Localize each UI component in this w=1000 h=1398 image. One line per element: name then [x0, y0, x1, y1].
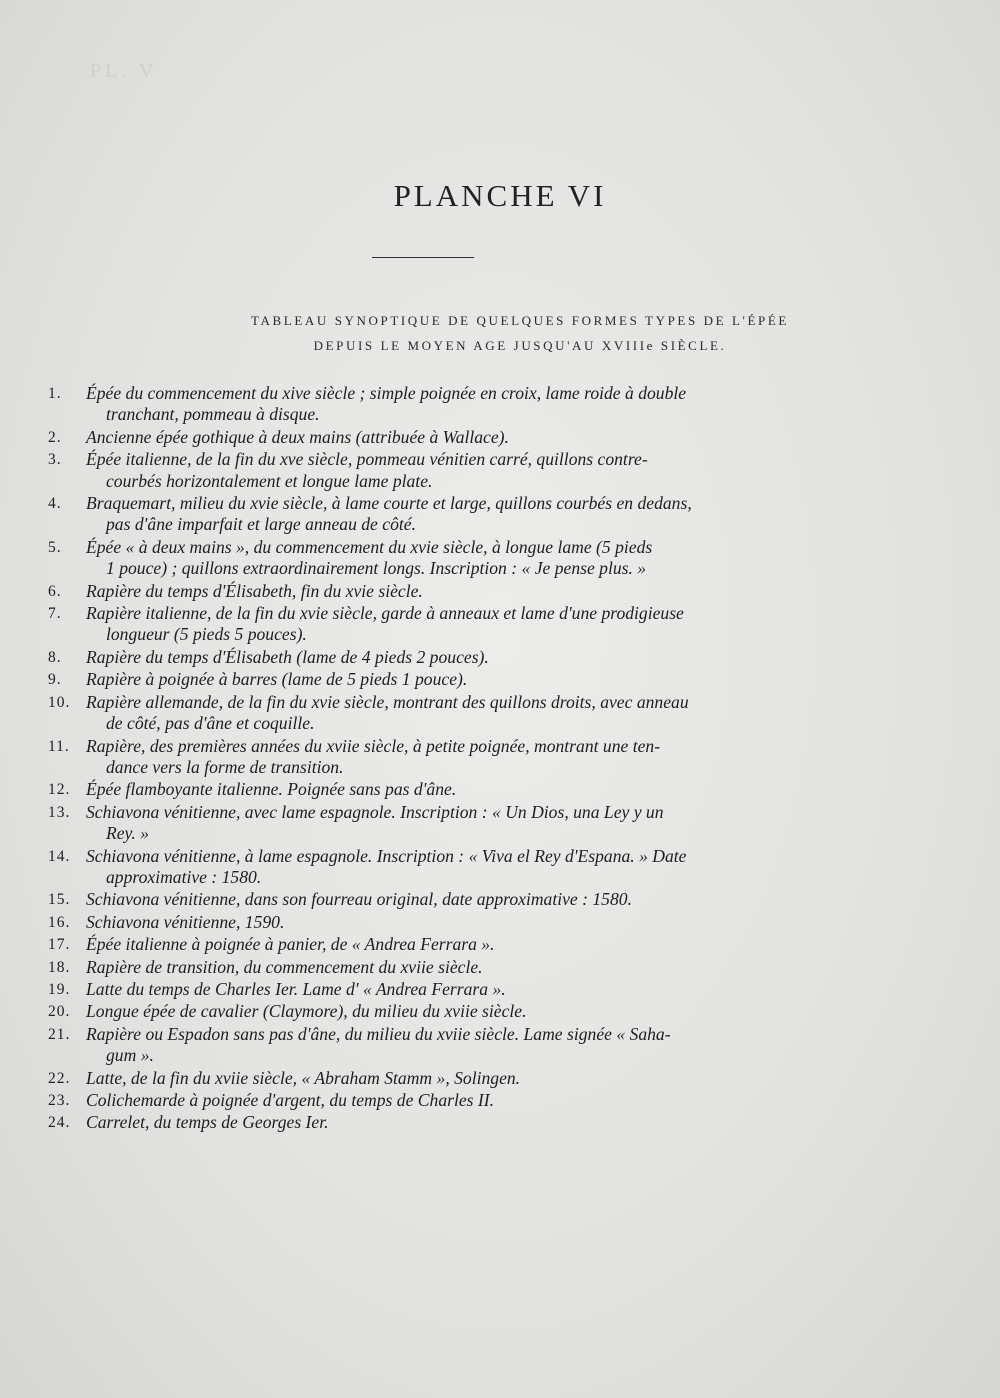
list-item	[48, 669, 808, 690]
entry-number: 7.	[48, 605, 62, 623]
entry-text: Latte, de la fin du xviie siècle, « Abraham Stamm », Solingen.	[86, 1067, 521, 1088]
entry-text: Épée « à deux mains », du commencement du xvie siècle, à longue lame (5 pieds	[86, 536, 653, 557]
entry-text-continuation: gum ».	[106, 1045, 154, 1066]
entry-number: 13.	[48, 803, 71, 821]
entry-number: 6.	[48, 582, 62, 600]
entry-text: Rapière italienne, de la fin du xvie siècle, garde à anneaux et lame d'une prodigieuse	[86, 603, 684, 624]
entry-text: Épée flamboyante italienne. Poignée sans pas d'âne.	[86, 779, 457, 800]
list-item	[48, 802, 808, 845]
list-item	[48, 736, 808, 779]
list-item	[48, 979, 808, 1000]
list-item	[48, 493, 808, 536]
entry-text-continuation: approximative : 1580.	[106, 866, 262, 887]
entry-text: Schiavona vénitienne, dans son fourreau original, date approximative : 1580.	[86, 889, 632, 910]
entry-number: 2.	[48, 428, 62, 446]
entry-text: Ancienne épée gothique à deux mains (attribuée à Wallace).	[86, 426, 509, 447]
list-item	[48, 889, 808, 910]
entry-number: 5.	[48, 538, 62, 556]
list-item	[48, 581, 808, 602]
list-item	[48, 449, 808, 492]
entry-number: 23.	[48, 1092, 71, 1109]
list-item	[48, 1068, 808, 1089]
list-item	[48, 603, 808, 646]
entry-text: Latte du temps de Charles Ier. Lame d' « Andrea Ferrara ».	[86, 978, 506, 999]
entry-text: Rapière ou Espadon sans pas d'âne, du milieu du xviie siècle. Lame signée « Saha-	[86, 1023, 671, 1044]
list-item	[48, 1024, 808, 1067]
entry-text-continuation: Rey. »	[106, 823, 149, 844]
entry-number: 11.	[48, 737, 70, 755]
list-item	[48, 934, 808, 955]
entry-text-continuation: pas d'âne imparfait et large anneau de côté.	[106, 514, 416, 535]
list-item	[48, 912, 808, 933]
entry-text: Schiavona vénitienne, 1590.	[86, 911, 285, 932]
list-item	[48, 1001, 808, 1022]
entry-number: 1.	[48, 385, 62, 402]
entry-text: Épée italienne à poignée à panier, de « Andrea Ferrara ».	[86, 934, 495, 955]
entry-number: 14.	[48, 847, 71, 865]
bleed-through-text: PL. V	[90, 60, 158, 82]
list-item	[48, 1090, 808, 1111]
list-item	[48, 957, 808, 978]
entry-text: Rapière à poignée à barres (lame de 5 pieds 1 pouce).	[86, 669, 468, 690]
entry-text: Rapière de transition, du commencement du xviie siècle.	[86, 956, 483, 977]
entry-text: Braquemart, milieu du xvie siècle, à lame courte et large, quillons courbés en dedans,	[86, 493, 692, 514]
title-divider	[372, 257, 474, 258]
entry-number: 21.	[48, 1025, 71, 1043]
entry-text-continuation: tranchant, pommeau à disque.	[106, 404, 320, 425]
entry-text: Schiavona vénitienne, à lame espagnole. Inscription : « Viva el Rey d'Espana. » Date	[86, 845, 687, 866]
list-item	[48, 1112, 808, 1133]
entry-text: Épée italienne, de la fin du xve siècle, pommeau vénitien carré, quillons contre-	[86, 449, 648, 470]
entry-number: 8.	[48, 648, 62, 666]
list-item	[48, 427, 808, 448]
entry-number: 18.	[48, 958, 71, 976]
entry-number: 22.	[48, 1069, 71, 1087]
entry-number: 17.	[48, 936, 71, 954]
list-item	[48, 779, 808, 800]
entry-number: 16.	[48, 913, 71, 931]
subtitle-line-2: DEPUIS LE MOYEN AGE JUSQU'AU XVIIIe SIÈCLE.	[313, 338, 727, 353]
subtitle-line-1: TABLEAU SYNOPTIQUE DE QUELQUES FORMES TYPES DE L'ÉPÉE	[251, 313, 789, 328]
list-item	[48, 383, 808, 426]
entry-number: 19.	[48, 980, 71, 998]
entry-text-continuation: longueur (5 pieds 5 pouces).	[106, 624, 307, 645]
entry-number: 9.	[48, 671, 62, 689]
entry-text: Rapière du temps d'Élisabeth (lame de 4 pieds 2 pouces).	[86, 646, 489, 667]
entry-text: Rapière, des premières années du xviie siècle, à petite poignée, montrant une ten-	[86, 735, 661, 756]
entry-text-continuation: dance vers la forme de transition.	[106, 756, 344, 777]
entry-text-continuation: de côté, pas d'âne et coquille.	[106, 713, 315, 734]
entry-number: 4.	[48, 495, 62, 513]
entry-text: Carrelet, du temps de Georges Ier.	[86, 1112, 329, 1133]
entry-text: Rapière du temps d'Élisabeth, fin du xvie siècle.	[86, 580, 423, 601]
entry-text-continuation: courbés horizontalement et longue lame plate.	[106, 470, 433, 491]
entry-list	[48, 383, 808, 1135]
entry-text: Colichemarde à poignée d'argent, du temps de Charles II.	[86, 1090, 495, 1110]
list-item	[48, 647, 808, 668]
entry-text: Épée du commencement du xive siècle ; simple poignée en croix, lame roide à double	[86, 383, 687, 403]
entry-text-continuation: 1 pouce) ; quillons extraordinairement longs. Inscription : « Je pense plus. »	[106, 558, 647, 579]
list-item	[48, 846, 808, 889]
list-item	[48, 537, 808, 580]
entry-number: 3.	[48, 451, 62, 469]
list-item	[48, 692, 808, 735]
page-title: PLANCHE VI	[393, 178, 607, 213]
entry-text: Longue épée de cavalier (Claymore), du milieu du xviie siècle.	[86, 1001, 527, 1022]
entry-text: Schiavona vénitienne, avec lame espagnole. Inscription : « Un Dios, una Ley y un	[86, 801, 664, 822]
entry-number: 20.	[48, 1003, 71, 1021]
entry-text: Rapière allemande, de la fin du xvie siècle, montrant des quillons droits, avec anneau	[86, 691, 689, 712]
entry-number: 15.	[48, 891, 71, 909]
entry-number: 24.	[48, 1114, 71, 1132]
entry-number: 10.	[48, 693, 71, 711]
entry-number: 12.	[48, 781, 71, 799]
